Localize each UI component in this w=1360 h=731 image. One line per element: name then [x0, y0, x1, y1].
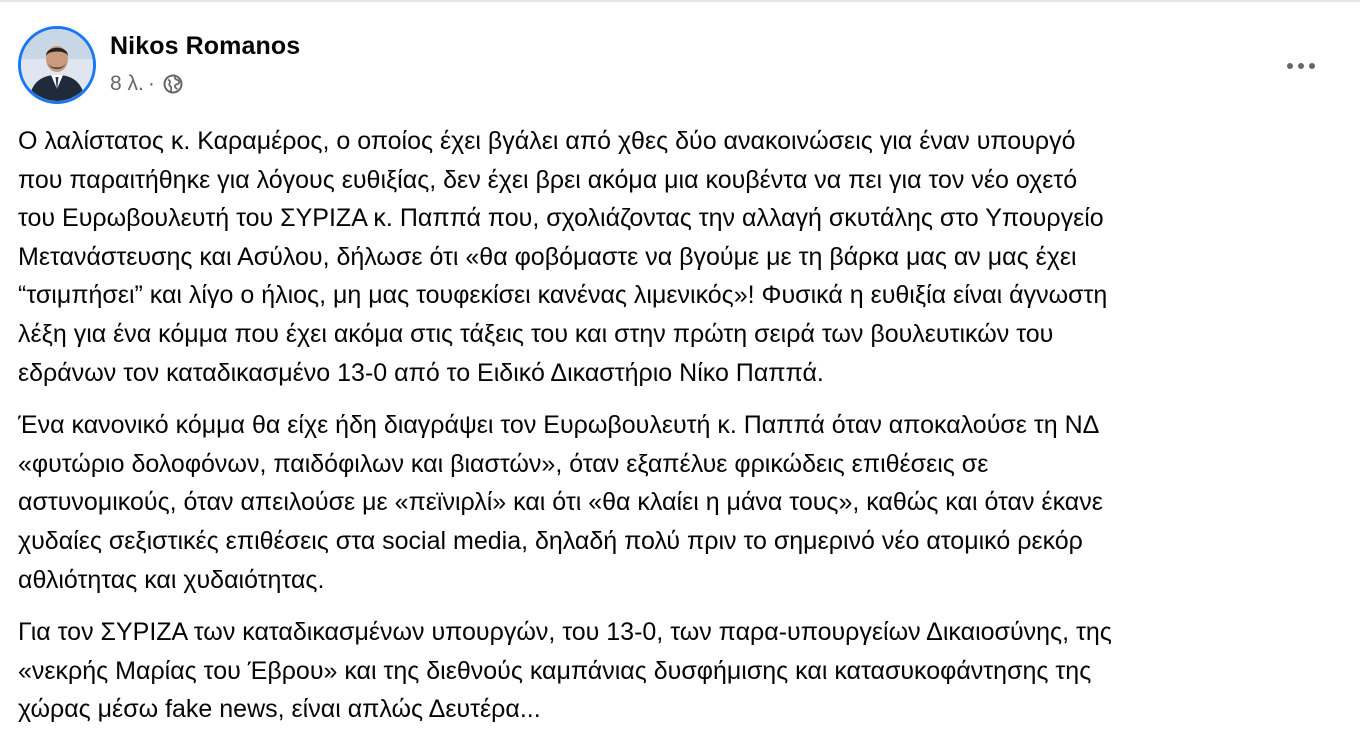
post-text-line: του Ευρωβουλευτή του ΣΥΡΙΖΑ κ. Παππά που, σχολιάζοντας την αλλαγή σκυτάλης στο Υπουργείο: [18, 204, 1104, 233]
meta-separator: ·: [147, 72, 155, 95]
avatar-image: [21, 29, 93, 101]
more-options-button[interactable]: [1278, 48, 1324, 84]
post-text-line: αστυνομικούς, όταν απειλούσε με «πεϊνιρλί» και ότι «θα κλαίει η μάνα τους», καθώς και όταν έκανε: [18, 488, 1103, 517]
post-text-line: Ένα κανονικό κόμμα θα είχε ήδη διαγράψει τον Ευρωβουλευτή κ. Παππά όταν αποκαλούσε τη ΝΔ: [18, 411, 1100, 440]
post-body: [18, 122, 1348, 731]
post-header: [18, 26, 1338, 106]
author-name[interactable]: Nikos Romanos: [110, 32, 301, 60]
post-text-line: λέξη για ένα κόμμα που έχει ακόμα στις τάξεις του και στην πρώτη σειρά των βουλευτικών του: [18, 319, 1054, 348]
post-text-line: Για τον ΣΥΡΙΖΑ των καταδικασμένων υπουργών, του 13-0, των παρα-υπουργείων Δικαιοσύνης, της: [18, 618, 1112, 647]
post-text-line: Ο λαλίστατος κ. Καραμέρος, ο οποίος έχει βγάλει από χθες δύο ανακοινώσεις για έναν υπουργό: [18, 127, 1076, 155]
post-time[interactable]: 8 λ.: [110, 72, 144, 95]
post-text-line: χυδαίες σεξιστικές επιθέσεις στα social media, δηλαδή πολύ πριν το σημερινό νέο ατομικό ρεκόρ: [18, 526, 1083, 555]
post-text-line: αθλιότητας και χυδαιότητας.: [18, 565, 325, 594]
post-text-line: «νεκρής Μαρίας του Έβρου» και της διεθνούς καμπάνιας δυσφήμισης και κατασυκοφάντησης της: [18, 656, 1092, 685]
post-text-line: χώρας μέσω fake news, είναι απλώς Δευτέρα...: [18, 695, 541, 724]
post-text-line: “τσιμπήσει” και λίγο ο ήλιος, μη μας τουφεκίσει κανένας λιμενικός»! Φυσικά η ευθιξία είναι άγνωστη: [18, 281, 1108, 310]
post-paragraph-2: [18, 406, 1348, 599]
globe-icon[interactable]: [162, 73, 184, 95]
post-text-line: που παραιτήθηκε για λόγους ευθιξίας, δεν έχει βρει ακόμα μια κουβέντα να πει για τον νέο οχετό: [18, 165, 1078, 194]
more-horizontal-icon: [1287, 63, 1293, 69]
post-paragraph-3: [18, 613, 1348, 729]
post-paragraph-1: [18, 122, 1348, 392]
post-text-line: Μετανάστευσης και Ασύλου, δήλωσε ότι «θα φοβόμαστε να βγούμε με τη βάρκα μας αν μας έχει: [18, 242, 1077, 271]
post-text-line: «φυτώριο δολοφόνων, παιδόφιλων και βιαστών», όταν εξαπέλυε φρικώδεις επιθέσεις σε: [18, 449, 989, 478]
post-meta: [110, 72, 184, 96]
post-text-line: εδράνων τον καταδικασμένο 13-0 από το Ειδικό Δικαστήριο Νίκο Παππά.: [18, 358, 824, 387]
avatar[interactable]: [18, 26, 96, 104]
